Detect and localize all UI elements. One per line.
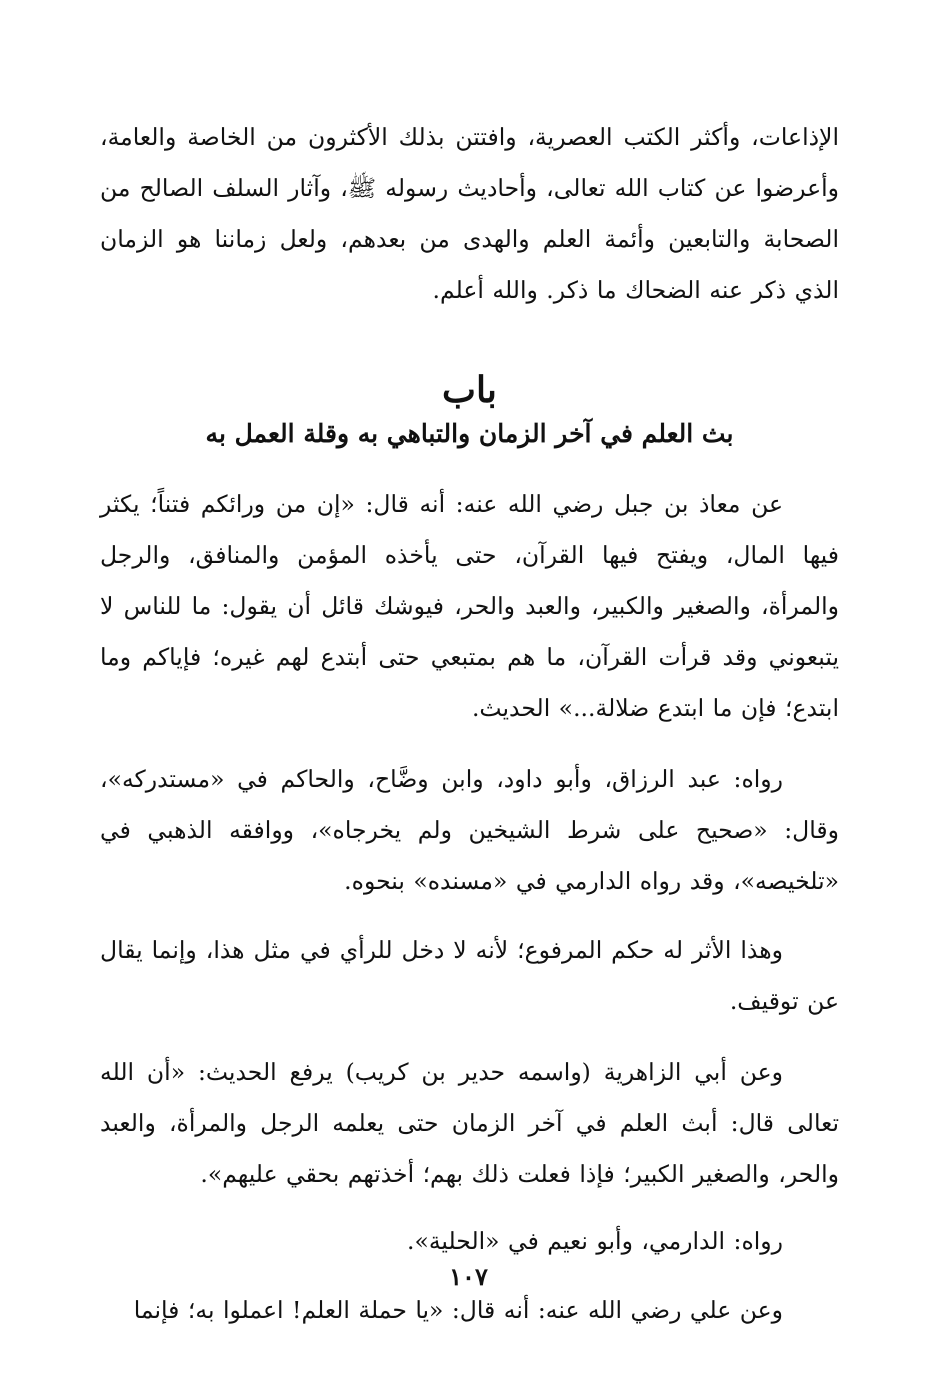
paragraph-narration-sources: رواه: عبد الرزاق، وأبو داود، وابن وضَّاح، والحاكم في «مستدركه»، وقال: «صحيح على شرط الشيخين ولم يخرجاه»، ووافقه الذهبي في «تلخيصه»، وقد رواه الدارمي في «مسنده» بنحوه. (100, 765, 839, 895)
paragraph-ali-quote: وعن علي رضي الله عنه: أنه قال: «يا حملة العلم! اعملوا به؛ فإنما (133, 1296, 783, 1324)
chapter-title: بث العلم في آخر الزمان والتباهي به وقلة العمل به (205, 419, 734, 448)
page-number: ١٠٧ (449, 1262, 488, 1291)
intro-paragraph: الإذاعات، وأكثر الكتب العصرية، وافتتن بذلك الأكثرون من الخاصة والعامة، وأعرضوا عن كتاب الله تعالى، وأحاديث رسوله ﷺ، وآثار السلف الصالح من الصحابة والتابعين وأئمة العلم والهدى من بعدهم، ولعل زماننا هو الزمان الذي ذكر عنه الضحاك ما ذكر. والله أعلم. (100, 123, 839, 304)
paragraph-darimi-source: رواه: الدارمي، وأبو نعيم في «الحلية». (406, 1227, 783, 1255)
chapter-label: باب (442, 369, 497, 411)
paragraph-muadh-hadith: عن معاذ بن جبل رضي الله عنه: أنه قال: «إن من ورائكم فتناً؛ يكثر فيها المال، ويفتح فيها القرآن، حتى يأخذه المؤمن والمنافق، والرجل والمرأة، والصغير والكبير، والعبد والحر، فيوشك قائل أن يقول: ما للناس لا يتبعوني وقد قرأت القرآن، ما هم بمتبعي حتى أبتدع لهم غيره؛ فإياكم وما ابتدع؛ فإن ما ابتدع ضلالة...» الحديث. (100, 490, 839, 722)
paragraph-abi-zahiriya-hadith: وعن أبي الزاهرية (واسمه حدير بن كريب) يرفع الحديث: «أن الله تعالى قال: أبث العلم في آخر الزمان حتى يعلمه الرجل والمرأة، والعبد والحر، والصغير الكبير؛ فإذا فعلت ذلك بهم؛ أخذتهم بحقي عليهم». (100, 1058, 839, 1188)
paragraph-ruling-note: وهذا الأثر له حكم المرفوع؛ لأنه لا دخل للرأي في مثل هذا، وإنما يقال عن توقيف. (100, 936, 839, 1015)
